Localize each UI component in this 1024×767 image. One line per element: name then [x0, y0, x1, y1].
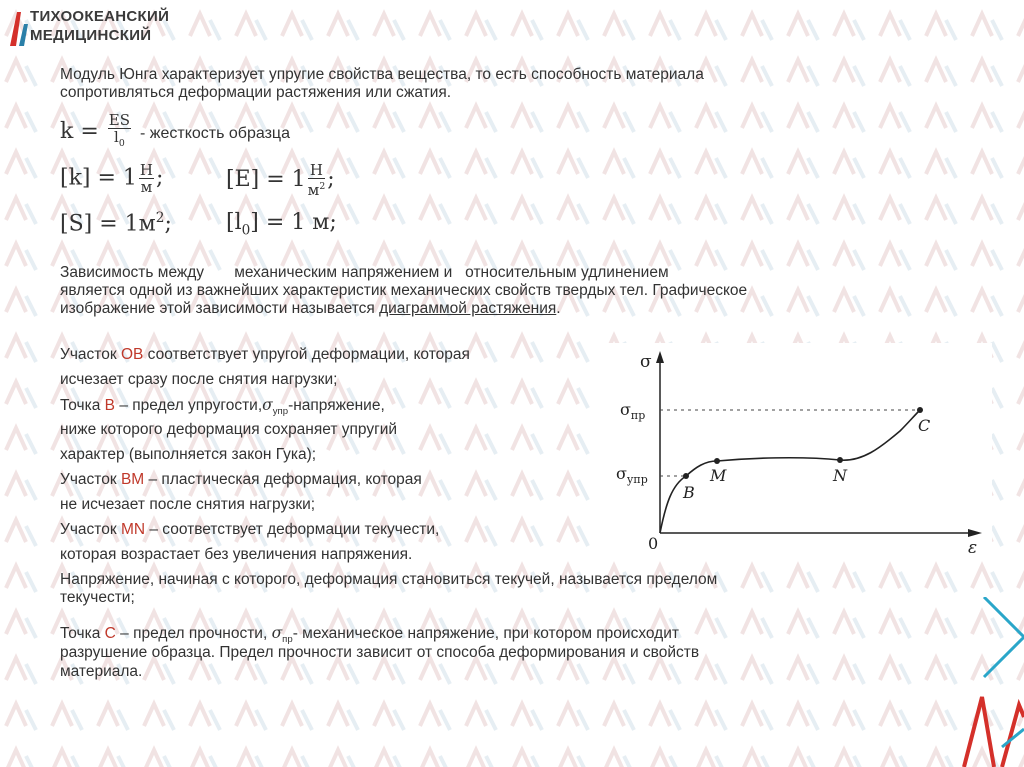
list-text: Участок: [60, 471, 121, 488]
list-item: не исчезает после снятия нагрузки;: [60, 496, 316, 513]
list-text: – соответствует деформации текучести,: [145, 521, 440, 538]
strength-line-3: материала.: [60, 663, 143, 680]
list-text: -напряжение,: [288, 397, 385, 414]
origin-label: 0: [648, 534, 659, 553]
segment-BM-label: ВМ: [120, 471, 145, 488]
list-item: которая возрастает без увеличения напряжения.: [60, 546, 413, 563]
logo-mark-icon: [8, 6, 30, 48]
corner-decoration: [924, 597, 1024, 767]
x-axis-label: ε: [968, 538, 978, 558]
k-eq: k =: [60, 119, 99, 144]
dependence-line-3-end: .: [556, 300, 561, 317]
strength-line-2: разрушение образца. Предел прочности зависит от способа деформирования и свойств: [60, 644, 700, 661]
unit-E: [226, 162, 335, 198]
intro-line-1: Модуль Юнга характеризует упругие свойства вещества, то есть способность материала: [60, 66, 704, 83]
x-axis-arrow-icon: [968, 529, 982, 537]
unit-k-fraction: [139, 162, 154, 195]
point-C-label: С: [104, 625, 116, 642]
sigma-subscript: пр: [282, 634, 293, 646]
unit-E-den: м: [307, 181, 320, 199]
stress-strain-curve: [660, 410, 920, 533]
list-item: [60, 471, 422, 489]
unit-k: [60, 162, 163, 195]
y-axis-label: σ: [640, 352, 652, 372]
list-item: [60, 396, 385, 417]
unit-l-end: ] = 1 м;: [250, 210, 337, 235]
list-item: [60, 521, 439, 539]
k-fraction: [108, 112, 131, 152]
unit-S-text: [S] = 1м: [60, 211, 156, 237]
point-M-label: M: [710, 466, 727, 485]
point-B: [683, 473, 689, 479]
unit-k-num: Н: [139, 161, 154, 179]
sigma-symbol: σ: [262, 396, 273, 414]
intro-line-2: сопротивляться деформации растяжения или сжатия.: [60, 84, 452, 101]
list-text: – пластическая деформация, которая: [144, 471, 422, 488]
unit-l0: [226, 210, 337, 238]
unit-S-sup: 2: [155, 210, 165, 226]
sigma-symbol: σ: [271, 624, 283, 642]
logo-line-2: МЕДИЦИНСКИЙ: [30, 27, 152, 44]
unit-k-text: [k] = 1: [60, 165, 137, 191]
sigma-pr-label: $\sigma_{пр}$: [620, 400, 646, 422]
list-item: Напряжение, начиная с которого, деформация становиться текучей, называется пределом: [60, 571, 718, 588]
stress-strain-diagram-term: диаграммой растяжения: [379, 300, 557, 317]
point-C-label: C: [918, 416, 931, 435]
strength-text: – предел прочности,: [115, 625, 272, 642]
list-item: [60, 346, 470, 364]
unit-E-semicolon: ;: [327, 167, 335, 192]
point-B-label: B: [683, 483, 695, 502]
dependence-line-3: [60, 300, 561, 318]
list-item: характер (выполняется закон Гука);: [60, 446, 317, 463]
unit-E-fraction: [308, 162, 326, 198]
stiffness-formula: [60, 112, 290, 152]
k-denominator: l: [114, 128, 119, 146]
list-item: текучести;: [60, 589, 135, 606]
dependence-line-3-text: изображение этой зависимости называется: [60, 300, 380, 317]
unit-E-den-sup: 2: [319, 181, 326, 192]
sigma-subscript: упр: [272, 406, 289, 418]
list-text: – предел упругости,: [115, 397, 263, 414]
unit-k-den: м: [140, 178, 153, 196]
list-text: Участок: [60, 346, 121, 363]
stress-strain-diagram: [600, 343, 992, 558]
university-logo: [8, 6, 168, 52]
unit-E-num: Н: [308, 162, 326, 179]
unit-S-end: ;: [164, 211, 172, 237]
unit-E-text: [E] = 1: [226, 167, 306, 192]
k-note: - жесткость образца: [140, 125, 290, 142]
unit-l-sub: 0: [241, 222, 251, 239]
unit-S: [60, 210, 172, 236]
k-denominator-sub: 0: [118, 138, 125, 149]
y-axis-arrow-icon: [656, 351, 664, 363]
sigma-upr-label: $\sigma_{упр}$: [616, 464, 648, 486]
point-C: [917, 407, 923, 413]
unit-k-semicolon: ;: [156, 165, 164, 191]
list-text: соответствует упругой деформации, которая: [143, 346, 470, 363]
list-item: исчезает сразу после снятия нагрузки;: [60, 371, 338, 388]
unit-l-text: [l: [226, 210, 242, 235]
list-text: Участок: [60, 521, 121, 538]
point-M: [714, 458, 720, 464]
dependence-line-2: является одной из важнейших характеристик механических свойств твердых тел. Графическое: [60, 282, 748, 299]
point-N: [837, 457, 843, 463]
point-N-label: N: [833, 466, 847, 485]
dependence-line-1: Зависимость между механическим напряжением и относительным удлинением: [60, 264, 669, 281]
k-numerator: ES: [108, 111, 130, 129]
segment-MN-label: MN: [120, 521, 146, 538]
strength-text: Точка: [60, 625, 105, 642]
strength-text: - механическое напряжение, при котором происходит: [292, 625, 679, 642]
point-B-label: В: [104, 397, 116, 414]
logo-line-1: ТИХООКЕАНСКИЙ: [30, 8, 170, 25]
list-text: Точка: [60, 397, 105, 414]
list-item: ниже которого деформация сохраняет упругий: [60, 421, 398, 438]
segment-OB-label: ОВ: [120, 346, 144, 363]
